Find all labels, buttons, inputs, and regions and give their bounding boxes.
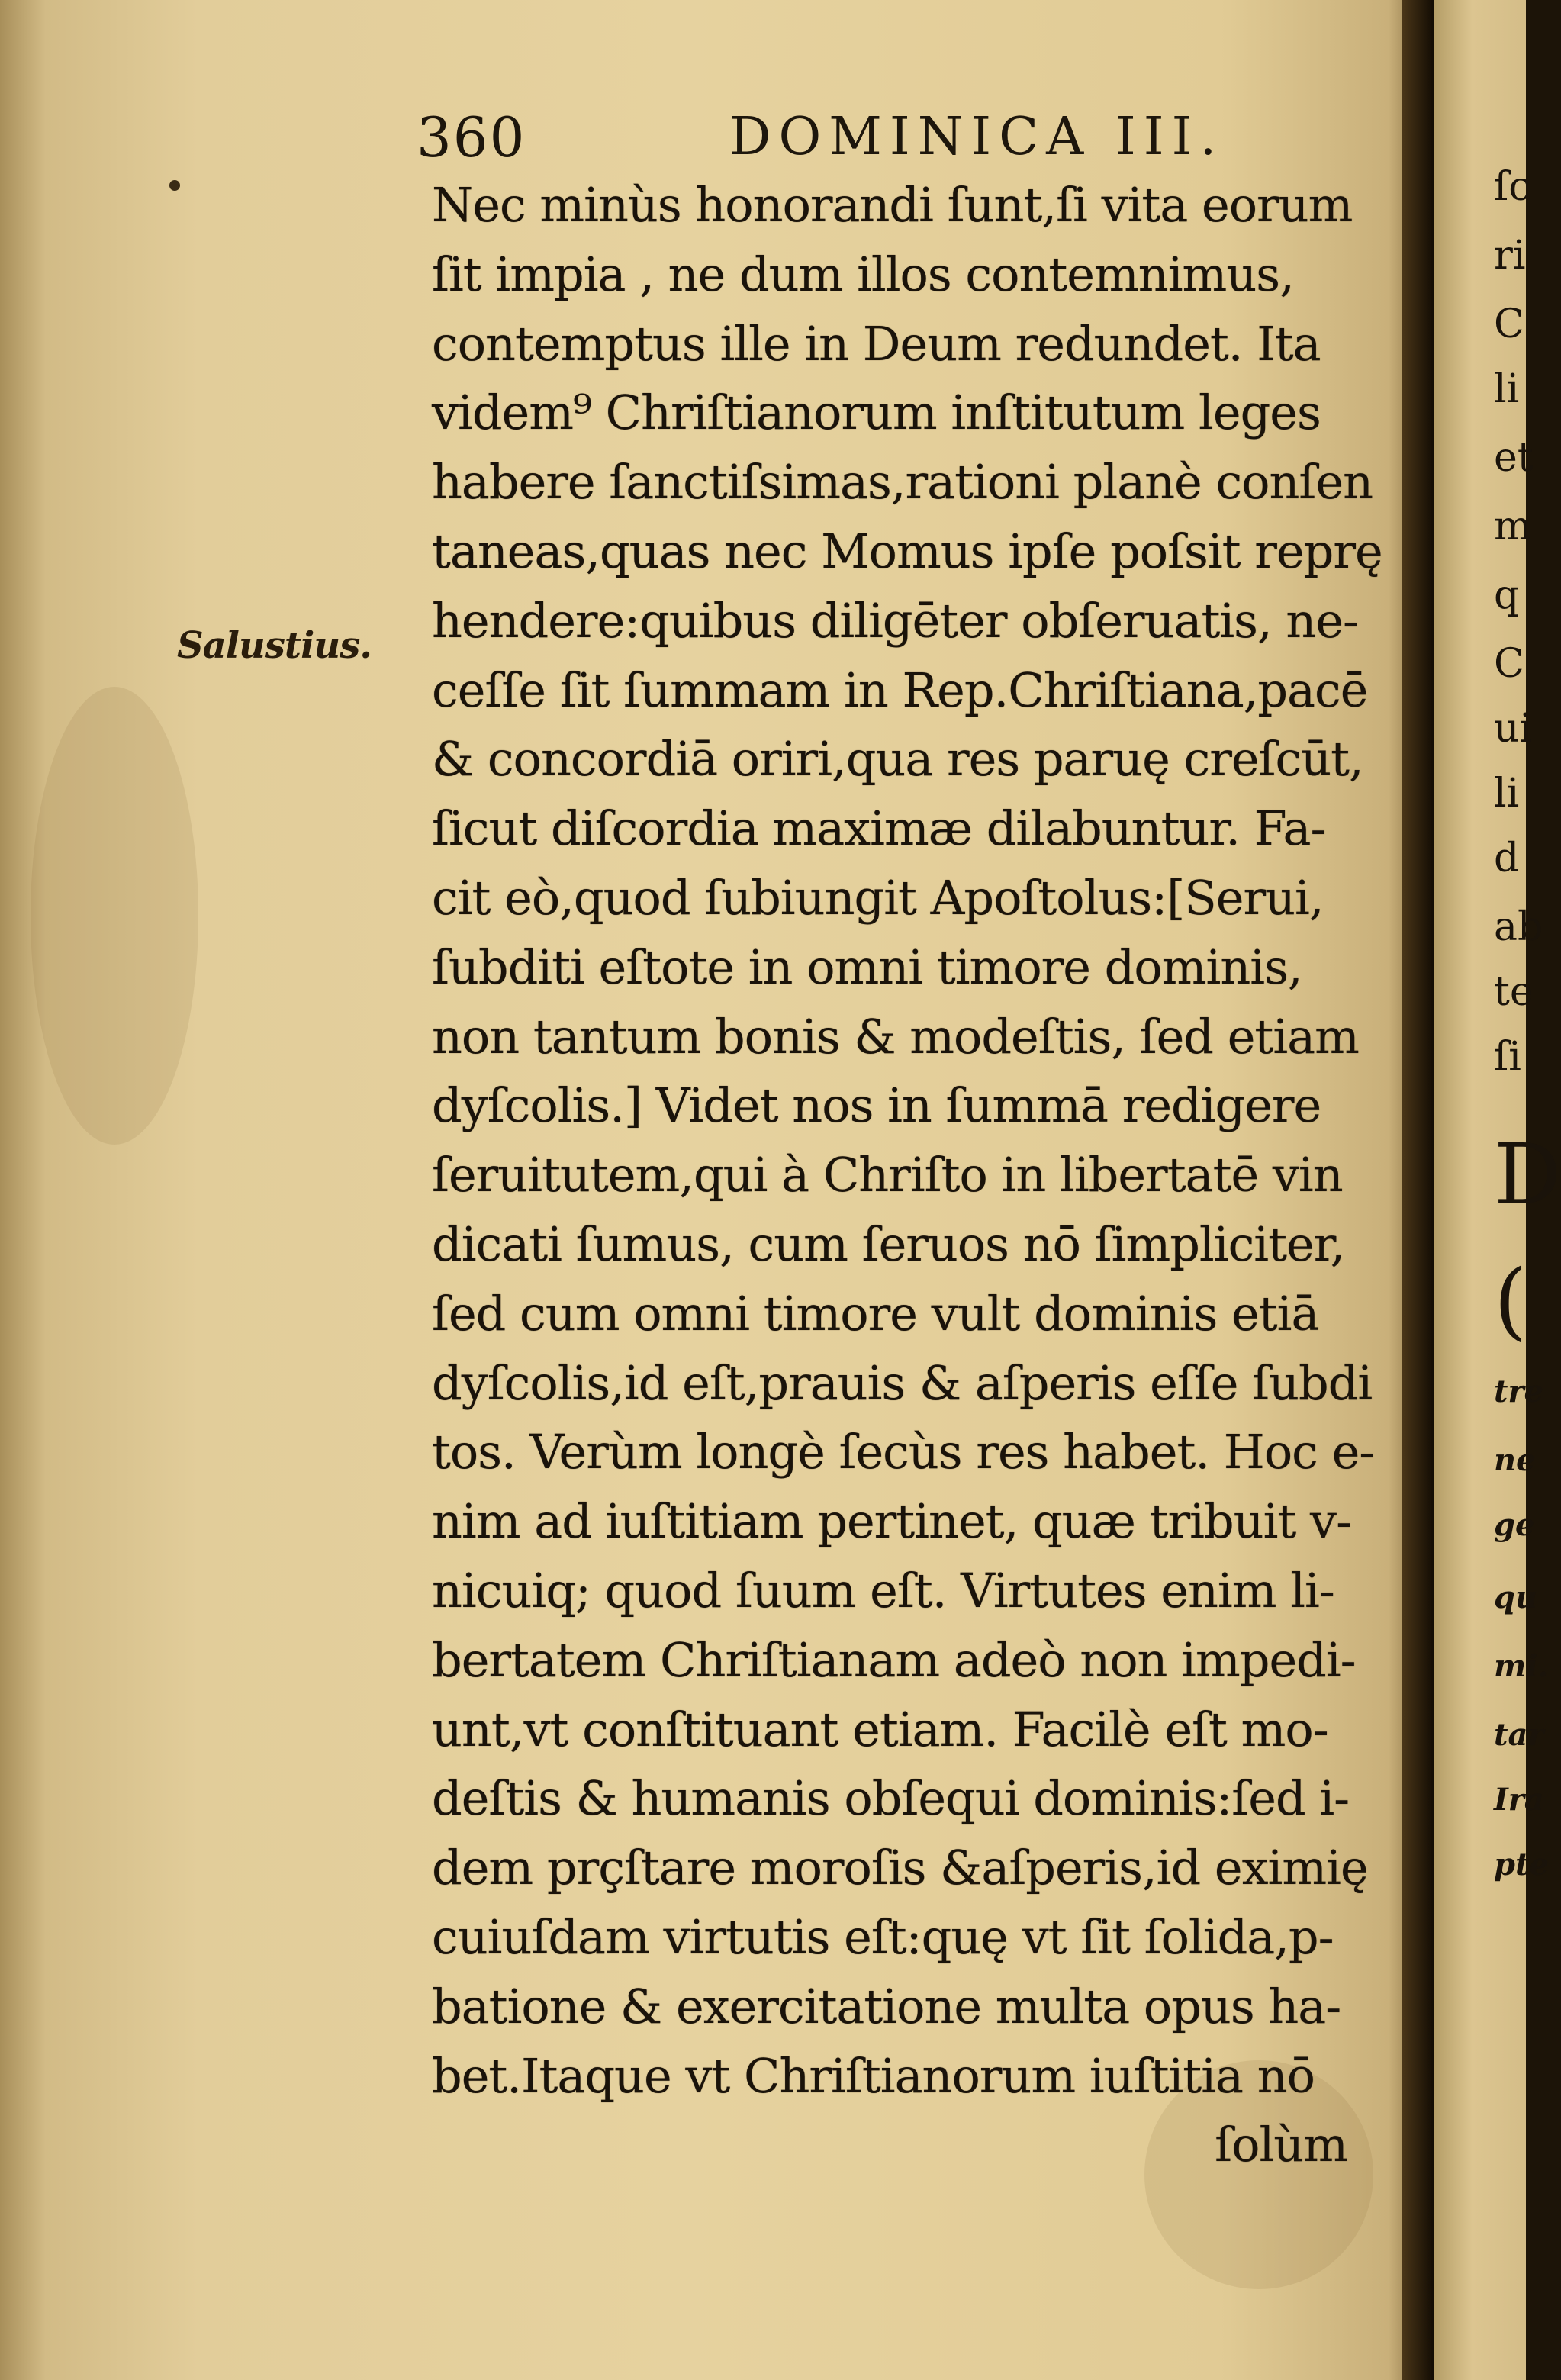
text-line: ſed cum omni timore vult dominis etiā — [432, 1285, 1319, 1341]
text-line: dyſcolis.] Videt nos in ſummā redigere — [432, 1077, 1321, 1134]
page-number: 360 — [417, 105, 526, 169]
text-line: dem prçſtare moroſis &aſperis,id eximię — [432, 1840, 1368, 1896]
text-line: tos. Verùm longè ſecùs res habet. Hoc e- — [432, 1424, 1375, 1480]
facing-page-fragment: ne — [1494, 1442, 1536, 1478]
facing-page-edge — [1434, 0, 1561, 2380]
catchword: ſolùm — [1215, 2117, 1347, 2173]
marginal-note: Salustius. — [177, 624, 372, 667]
page-header — [417, 105, 1370, 174]
text-line: batione & exercitatione multa opus ha- — [432, 1978, 1341, 2034]
text-line: cit eò,quod ſubiungit Apoſtolus:[Serui, — [432, 869, 1324, 926]
running-head: DOMINICA III. — [729, 107, 1225, 167]
facing-page-fragment: ui — [1494, 706, 1533, 752]
text-line: ſit impia , ne dum illos contemnimus, — [432, 246, 1294, 302]
facing-page-fragment: Ira — [1494, 1782, 1544, 1818]
facing-page-fragment: q — [1494, 572, 1520, 618]
facing-page-fragment: ri — [1494, 233, 1526, 279]
text-line: & concordiā oriri,qua res paruę creſcūt, — [432, 731, 1363, 787]
facing-page-fragment: tre — [1494, 1374, 1543, 1409]
facing-page-fragment: C — [1494, 641, 1524, 687]
facing-page-fragment: tar — [1494, 1717, 1544, 1753]
facing-page-fragment: mi. — [1494, 1648, 1549, 1684]
facing-page-fragment: li — [1494, 366, 1520, 412]
facing-page-fragment: d — [1494, 836, 1520, 881]
body-text — [432, 171, 1382, 2180]
facing-page-fragment: C — [1494, 301, 1524, 347]
facing-page-fragment: m — [1494, 504, 1532, 549]
text-line: ſubditi eſtote in omni timore dominis, — [432, 939, 1302, 995]
text-line: non tantum bonis & modeſtis, ſed etiam — [432, 1008, 1359, 1064]
facing-page-fragment: te — [1494, 969, 1534, 1015]
facing-page-fragment: ſc — [1494, 164, 1531, 210]
facing-page-fragment: pte — [1494, 1847, 1549, 1882]
text-line: unt,vt conſtituant etiam. Facilè eſt mo- — [432, 1701, 1328, 1757]
text-line: habere ſanctiſsimas,rationi planè conſen — [432, 454, 1373, 510]
text-line: ſeruitutem,qui à Chriſto in libertatē vin — [432, 1147, 1343, 1203]
text-line: dyſcolis,id eſt,prauis & aſperis eſſe ſubdi — [432, 1354, 1373, 1411]
text-line: taneas,quas nec Momus ipſe poſsit reprę — [432, 523, 1382, 579]
facing-page-fragment: et — [1494, 435, 1534, 481]
text-line: hendere:quibus diligēter obſeruatis, ne- — [432, 592, 1358, 649]
text-line: videm⁹ Chriſtianorum inſtitutum leges — [432, 385, 1321, 441]
margin-dot — [169, 180, 180, 191]
text-line: deſtis & humanis obſequi dominis:ſed i- — [432, 1770, 1350, 1827]
text-line: dicati ſumus, cum ſeruos nō ſimpliciter, — [432, 1216, 1345, 1272]
text-line: ceſſe ſit ſummam in Rep.Chriſtiana,pacē — [432, 662, 1368, 718]
text-line: contemptus ille in Deum redundet. Ita — [432, 315, 1321, 372]
text-line: nim ad iuſtitiam pertinet, quæ tribuit v- — [432, 1493, 1352, 1550]
text-line: ſicut diſcordia maximæ dilabuntur. Fa- — [432, 800, 1326, 857]
text-line: cuiuſdam virtutis eſt:quę vt ſit ſolida,p- — [432, 1908, 1334, 1965]
facing-page-fragment: li — [1494, 771, 1520, 816]
facing-page-fragment: D — [1494, 1126, 1561, 1223]
paper-stain — [31, 687, 198, 1145]
text-line: Nec minùs honorandi ſunt,ſi vita eorum — [432, 177, 1353, 233]
text-line: bertatem Chriſtianam adeò non impedi- — [432, 1631, 1356, 1688]
facing-page-fragment: ſi — [1494, 1034, 1521, 1080]
facing-page-fragment: ab — [1494, 904, 1543, 950]
facing-page-fragment: ( — [1494, 1251, 1527, 1349]
facing-page-fragment: ge — [1494, 1507, 1535, 1543]
text-line: bet.Itaque vt Chriſtianorum iuſtitia nō — [432, 2047, 1315, 2104]
text-line: nicuiq; quod ſuum eſt. Virtutes enim li- — [432, 1562, 1334, 1618]
facing-page-fragment: qu — [1494, 1580, 1538, 1615]
